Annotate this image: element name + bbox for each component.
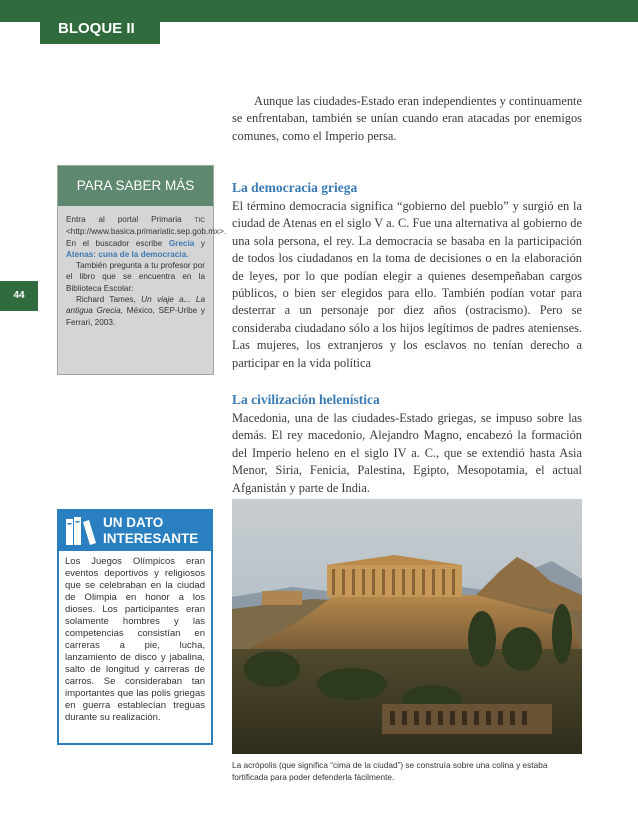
section-title: La civilización helenística (232, 392, 380, 407)
text: Entra al portal Primaria (66, 215, 182, 224)
section-text: El término democracia significa “gobierno del pueblo” y surgió en la ciudad de Atenas en el siglo V a. C. Fue una alternativa al gobierno de una sola persona, el rey. La democracia se basaba en la participación de todos los ciudadanos en la toma de decisiones o en la elaboración de leyes, por lo que podían elegir a quienes desempeñaban cargos públicos, o bien ser elegidos para ello. También podían votar para desterrar a un personaje por diez años (ostracismo). Pero se consideraba ciudadano sólo a los hijos legítimos de padres atenienses. Las mujeres, los extranjeros y los esclavos no tenían derecho a participar en la vida política (232, 199, 582, 370)
intro-paragraph: Aunque las ciudades-Estado eran independientes y continuamente se enfrentaban, también se unían cuando eran atacadas por enemigos comunes, como el Imperio persa. (232, 94, 582, 143)
portal-link[interactable]: <http://www.basica.primariatic.sep.gob.mx>. En el buscador escribe (66, 227, 227, 248)
section-democracia (232, 180, 582, 372)
box-title (103, 515, 198, 547)
book-publisher: México, SEP-Uribe y Ferrari, 2003. (66, 306, 206, 327)
box-paragraph: También pregunta a tu profesor por el libro que se encuentra en la Biblioteca Escolar: (66, 261, 205, 293)
box-header (59, 511, 211, 551)
keyword: Grecia (168, 238, 195, 248)
box-body (58, 206, 227, 334)
title-line: INTERESANTE (103, 531, 199, 546)
section-text: Macedonia, una de las ciudades-Estado griegas, se impuso sobre las demás. El rey macedonio, Alejandro Magno, encabezó la formación del Imperio heleno en el siglo IV a. C., que se extendió hasta Asia Menor, Siria, Fenicia, Palestina, Egipto, Mesopotamia, el actual Afganistán y parte de India. (232, 411, 582, 495)
tic-label: TIC (194, 217, 205, 224)
page-number: 44 (0, 281, 38, 311)
box-body: Los Juegos Olímpicos eran eventos deportivos y religiosos que se celebraban en la ciudad de Olimpia en honor a los dioses. Los participantes eran solamente hombres y las competencias consistían en carreras a pie, lucha, lanzamiento de disco y jabalina, salto de longitud y carreras de carros. Se consideraban tan importantes que las polis griegas en guerra establecían treguas durante su realización. (65, 556, 205, 723)
text: y (200, 238, 205, 248)
box-title: PARA SABER MÁS (58, 166, 213, 206)
keyword: Atenas: cuna de la democracia. (66, 249, 189, 259)
acropolis-photo (232, 499, 582, 754)
book-title: Un viaje a... La antigua Grecia, (66, 295, 206, 316)
title-line: UN DATO (103, 515, 164, 530)
un-dato-interesante-box (57, 509, 213, 745)
book-reference (66, 294, 205, 328)
section-title: La democracia griega (232, 180, 358, 195)
photo-caption: La acrópolis (que significa “cima de la ciudad”) se construía sobre una colina y estaba fortificada para poder defenderla fácilmente. (232, 760, 548, 782)
acropolis-image (232, 499, 582, 754)
box-paragraph (66, 214, 227, 260)
section-helenistica (232, 392, 582, 497)
block-label: BLOQUE II (40, 14, 160, 44)
book-author: Richard Tames, (76, 295, 136, 305)
para-saber-mas-box (57, 165, 227, 375)
books-icon (63, 513, 99, 549)
